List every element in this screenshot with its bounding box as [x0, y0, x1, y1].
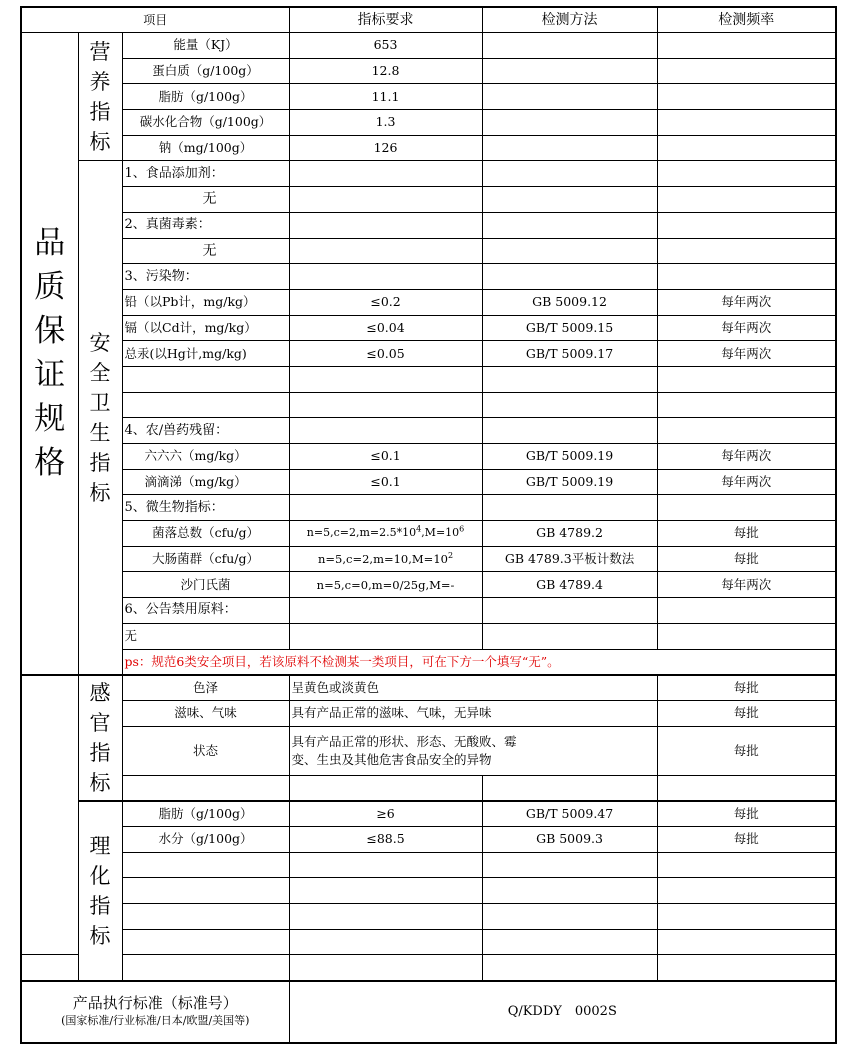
standard-value: Q/KDDY 0002S: [289, 981, 836, 1043]
freq-cell: 每年两次: [657, 572, 836, 598]
item-cell: 镉（以Cd计，mg/kg）: [122, 315, 289, 341]
req-cell: 11.1: [289, 84, 482, 110]
table-row: [21, 775, 836, 801]
table-row: [21, 264, 836, 290]
freq-cell: 每年两次: [657, 444, 836, 470]
table-row: [21, 238, 836, 264]
header-frequency: 检测频率: [657, 7, 836, 33]
req-cell: ≤0.2: [289, 289, 482, 315]
standard-label: [21, 981, 289, 1043]
method-cell: GB/T 5009.17: [482, 341, 657, 367]
freq-cell: 每年两次: [657, 341, 836, 367]
method-cell: GB 4789.3平板计数法: [482, 546, 657, 572]
header-method: 检测方法: [482, 7, 657, 33]
subsection-title: 4、农/兽药残留：: [122, 418, 289, 444]
req-cell: ≥6: [289, 801, 482, 827]
table-row: [21, 904, 836, 930]
table-row: [21, 955, 836, 981]
header-item: 项目: [21, 7, 289, 33]
item-cell: 菌落总数（cfu/g）: [122, 521, 289, 547]
method-cell: GB 4789.4: [482, 572, 657, 598]
table-row: [21, 572, 836, 598]
section-label-physchem: 理化指标: [78, 801, 122, 981]
item-cell: 沙门氏菌: [122, 572, 289, 598]
table-row: [21, 212, 836, 238]
group-label-quality: 品质保证规格: [21, 33, 78, 675]
req-cell: ≤0.04: [289, 315, 482, 341]
table-row: [21, 852, 836, 878]
item-cell: 色泽: [122, 675, 289, 701]
item-cell: 脂肪（g/100g）: [122, 801, 289, 827]
table-row: [21, 649, 836, 675]
method-cell: GB 5009.12: [482, 289, 657, 315]
table-row: [21, 826, 836, 852]
table-row: [21, 110, 836, 136]
item-cell: 滴滴涕（mg/kg）: [122, 469, 289, 495]
req-cell: ≤88.5: [289, 826, 482, 852]
req-cell: 具有产品正常的滋味、气味，无异味: [289, 700, 657, 726]
table-row: [21, 675, 836, 701]
table-row: [21, 623, 836, 649]
table-row: [21, 726, 836, 775]
subsection-title: 2、真菌毒素：: [122, 212, 289, 238]
table-row: [21, 495, 836, 521]
table-row: [21, 187, 836, 213]
subsection-title: 3、污染物：: [122, 264, 289, 290]
req-cell: ≤0.1: [289, 444, 482, 470]
freq-cell: 每批: [657, 726, 836, 775]
table-row: [21, 392, 836, 418]
req-cell: 呈黄色或淡黄色: [289, 675, 657, 701]
subsection-title: 5、微生物指标：: [122, 495, 289, 521]
ps-note: ps：规范6类安全项目，若该原料不检测某一类项目，可在下方一个填写“无”。: [122, 649, 836, 675]
req-cell: $n=5,c=2,m=10,M=10^2$: [289, 546, 482, 572]
table-row: [21, 33, 836, 59]
req-cell: $n=5,c=2,m=2.5*10^4,M=10^6$: [289, 521, 482, 547]
req-cell: 653: [289, 33, 482, 59]
table-row: [21, 135, 836, 161]
table-row: [21, 418, 836, 444]
freq-cell: 每批: [657, 801, 836, 827]
item-cell: 钠（mg/100g）: [122, 135, 289, 161]
freq-cell: 每批: [657, 521, 836, 547]
quality-spec-sheet: [20, 6, 835, 1034]
section-label-nutrition: 营养指标: [78, 33, 122, 161]
section-label-sensory: 感官指标: [78, 675, 122, 801]
method-cell: GB 4789.2: [482, 521, 657, 547]
subsection-title: 6、公告禁用原料：: [122, 598, 289, 624]
item-cell: 六六六（mg/kg）: [122, 444, 289, 470]
req-cell: 具有产品正常的形状、形态、无酸败、霉变、生虫及其他危害食品安全的异物: [289, 726, 657, 775]
freq-cell: 每年两次: [657, 289, 836, 315]
none-value: 无: [122, 238, 289, 264]
table-row: [21, 289, 836, 315]
item-cell: 铅（以Pb计，mg/kg）: [122, 289, 289, 315]
item-cell: 脂肪（g/100g）: [122, 84, 289, 110]
standard-label-sub: (国家标准/行业标准/日本/欧盟/美国等): [61, 1013, 250, 1027]
freq-cell: 每批: [657, 826, 836, 852]
item-cell: 滋味、气味: [122, 700, 289, 726]
table-row: [21, 58, 836, 84]
item-cell: 碳水化合物（g/100g）: [122, 110, 289, 136]
item-cell: 总汞(以Hg计,mg/kg): [122, 341, 289, 367]
table-row: [21, 981, 836, 1043]
req-cell: 12.8: [289, 58, 482, 84]
table-row: [21, 521, 836, 547]
item-cell: 水分（g/100g）: [122, 826, 289, 852]
method-cell: GB/T 5009.47: [482, 801, 657, 827]
table-row: [21, 444, 836, 470]
method-cell: GB 5009.3: [482, 826, 657, 852]
table-row: [21, 700, 836, 726]
freq-cell: 每批: [657, 700, 836, 726]
table-row: [21, 366, 836, 392]
req-cell: ≤0.05: [289, 341, 482, 367]
table-row: [21, 801, 836, 827]
item-cell: 能量（KJ）: [122, 33, 289, 59]
freq-cell: 每年两次: [657, 469, 836, 495]
req-cell: 1.3: [289, 110, 482, 136]
method-cell: GB/T 5009.19: [482, 469, 657, 495]
method-cell: GB/T 5009.19: [482, 444, 657, 470]
table-row: [21, 315, 836, 341]
spec-table: [20, 6, 837, 1044]
table-row: [21, 878, 836, 904]
req-cell: ≤0.1: [289, 469, 482, 495]
freq-cell: 每年两次: [657, 315, 836, 341]
req-cell: 126: [289, 135, 482, 161]
none-value: 无: [122, 187, 289, 213]
header-row: [21, 7, 836, 33]
req-cell: n=5,c=0,m=0/25g,M=-: [289, 572, 482, 598]
item-cell: 状态: [122, 726, 289, 775]
item-cell: 蛋白质（g/100g）: [122, 58, 289, 84]
table-row: [21, 598, 836, 624]
freq-cell: 每批: [657, 675, 836, 701]
section-label-safety: 安全卫生指标: [78, 161, 122, 675]
standard-label-main: 产品执行标准（标准号）: [72, 993, 238, 1012]
table-row: [21, 546, 836, 572]
item-cell: 大肠菌群（cfu/g）: [122, 546, 289, 572]
table-row: [21, 929, 836, 955]
table-row: [21, 341, 836, 367]
freq-cell: 每批: [657, 546, 836, 572]
header-requirement: 指标要求: [289, 7, 482, 33]
table-row: [21, 84, 836, 110]
table-row: [21, 469, 836, 495]
subsection-title: 1、食品添加剂：: [122, 161, 289, 187]
none-value: 无: [122, 623, 289, 649]
method-cell: GB/T 5009.15: [482, 315, 657, 341]
table-row: [21, 161, 836, 187]
